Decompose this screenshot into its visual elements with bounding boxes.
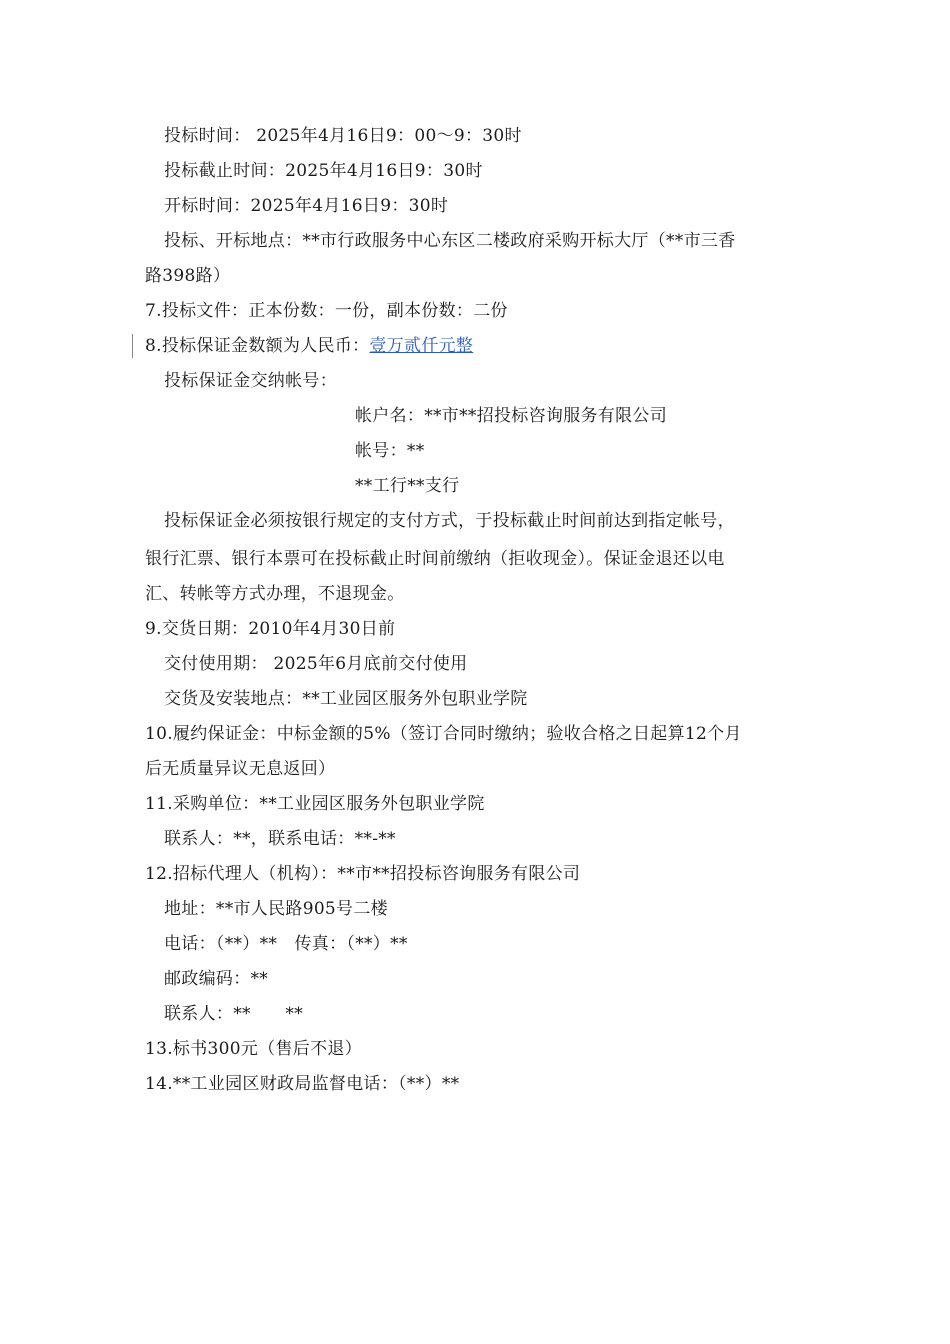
delivery-use-period-line: 交付使用期： 2025年6月底前交付使用 bbox=[164, 654, 468, 674]
account-name-line: 帐户名：**市**招投标咨询服务有限公司 bbox=[355, 406, 667, 426]
performance-bond-line-cont: 后无质量异议无息返回） bbox=[145, 759, 336, 779]
delivery-location-line: 交货及安装地点：**工业园区服务外包职业学院 bbox=[164, 689, 528, 709]
agent-line: 12.招标代理人（机构）：**市**招投标咨询服务有限公司 bbox=[145, 864, 581, 884]
agent-address-line: 地址：**市人民路905号二楼 bbox=[164, 899, 388, 919]
deposit-payment-note-line-2: 银行汇票、银行本票可在投标截止时间前缴纳（拒收现金）。保证金退还以电 bbox=[145, 549, 725, 569]
tender-document-fee-line: 13.标书300元（售后不退） bbox=[145, 1039, 362, 1059]
deposit-payment-note-line-1: 投标保证金必须按银行规定的支付方式，于投标截止时间前达到指定帐号， bbox=[164, 511, 735, 531]
agent-phone-fax-line: 电话：（**）** 传真：（**）** bbox=[164, 934, 408, 954]
bid-location-line: 投标、开标地点：**市行政服务中心东区二楼政府采购开标大厅（**市三香 bbox=[164, 231, 736, 251]
bid-deposit-amount-link[interactable]: 壹万贰仟元整 bbox=[369, 336, 474, 356]
deposit-payment-note-line-3: 汇、转帐等方式办理，不退现金。 bbox=[145, 584, 405, 604]
agent-contact-line: 联系人：** ** bbox=[164, 1004, 303, 1024]
performance-bond-line: 10.履约保证金：中标金额的5%（签订合同时缴纳；验收合格之日起算12个月 bbox=[145, 724, 742, 744]
bid-opening-time-line: 开标时间：2025年4月16日9：30时 bbox=[164, 196, 449, 216]
bid-deposit-amount-line bbox=[145, 334, 473, 358]
supervision-phone-line: 14.**工业园区财政局监督电话：（**）** bbox=[145, 1074, 460, 1094]
bid-documents-line: 7.投标文件：正本份数：一份，副本份数：二份 bbox=[145, 301, 508, 321]
deposit-account-heading: 投标保证金交纳帐号： bbox=[164, 371, 337, 391]
revision-change-bar bbox=[132, 334, 133, 358]
purchaser-contact-line: 联系人：**，联系电话：**-** bbox=[164, 829, 396, 849]
delivery-date-line: 9.交货日期：2010年4月30日前 bbox=[145, 619, 396, 639]
bid-location-line-cont: 路398路） bbox=[145, 266, 231, 286]
agent-postal-code-line: 邮政编码：** bbox=[164, 969, 269, 989]
account-number-line: 帐号：** bbox=[355, 441, 425, 461]
bid-deposit-label: 8.投标保证金数额为人民币： bbox=[145, 336, 370, 356]
bid-time-line: 投标时间： 2025年4月16日9：00～9：30时 bbox=[164, 126, 522, 146]
bid-deadline-line: 投标截止时间：2025年4月16日9：30时 bbox=[164, 161, 483, 181]
account-bank-line: **工行**支行 bbox=[355, 476, 460, 496]
purchaser-line: 11.采购单位：**工业园区服务外包职业学院 bbox=[145, 794, 485, 814]
